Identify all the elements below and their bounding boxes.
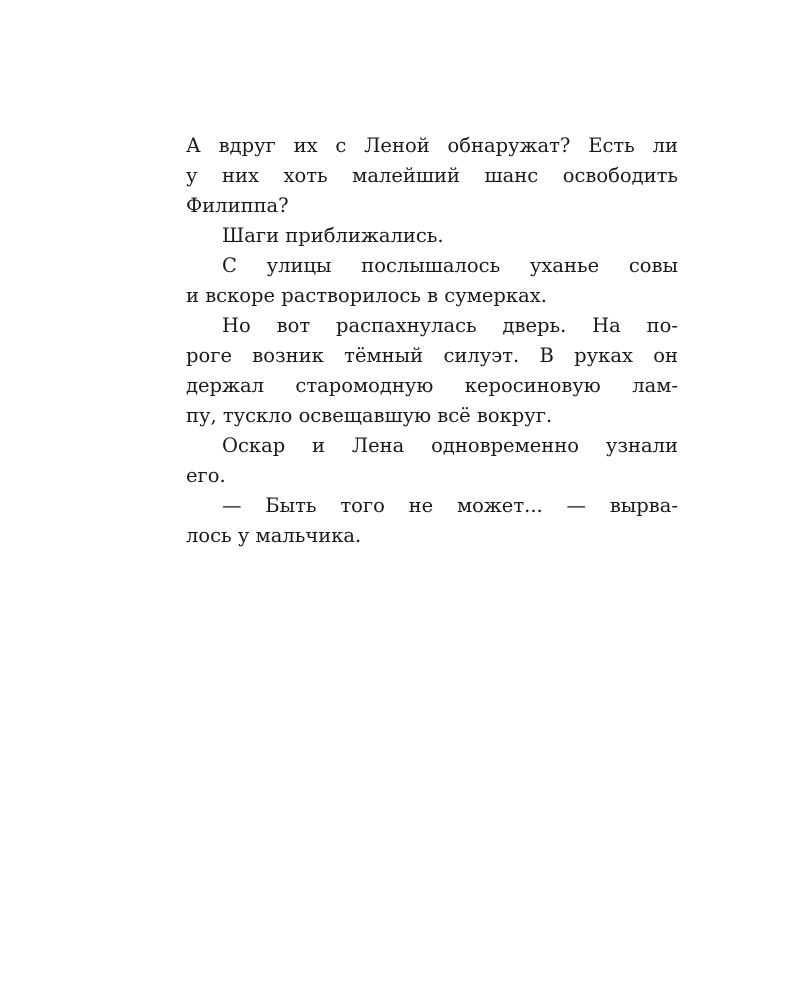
text-line: и вскоре растворилось в сумерках.	[186, 284, 547, 307]
text-line: А вдруг их с Леной обнаружат? Есть ли	[186, 134, 678, 157]
text-line: — Быть того не может... — вырва-	[222, 494, 678, 517]
text-line: его.	[186, 464, 226, 487]
text-line: держал старомодную керосиновую лам-	[186, 374, 678, 397]
text-line: С улицы послышалось уханье совы	[222, 254, 678, 277]
text-line: пу, тускло освещавшую всё вокруг.	[186, 404, 553, 427]
text-line: Шаги приближались.	[222, 224, 444, 247]
text-line: Но вот распахнулась дверь. На по-	[222, 314, 678, 337]
text-line: Оскар и Лена одновременно узнали	[222, 434, 678, 457]
text-body	[186, 131, 678, 551]
text-line: у них хоть малейший шанс освободить	[186, 164, 678, 187]
text-line: лось у мальчика.	[186, 524, 362, 547]
text-line: Филиппа?	[186, 194, 289, 217]
text-line: роге возник тёмный силуэт. В руках он	[186, 344, 678, 367]
